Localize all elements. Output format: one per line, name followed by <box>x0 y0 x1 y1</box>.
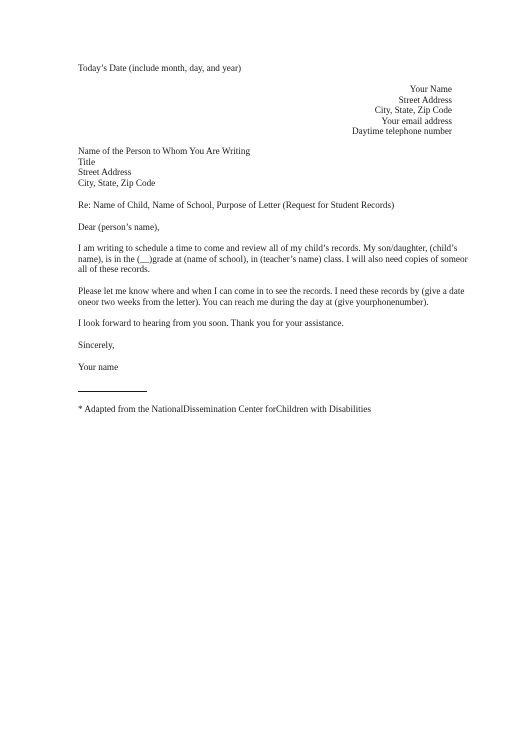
footnote-divider <box>78 391 147 392</box>
paragraph-1-line: name), is in the (__)grade at (name of school), in (teacher’s name) class. I will also need copies of someor <box>78 253 468 264</box>
sender-email: Your email address <box>381 115 452 126</box>
paragraph-2 <box>78 286 465 307</box>
recipient-city: City, State, Zip Code <box>78 177 156 188</box>
paragraph-1-line: I am writing to schedule a time to come and review all of my child’s records. My son/daughter, (child’s <box>78 243 458 253</box>
sender-city: City, State, Zip Code <box>374 105 452 116</box>
subject-line: Re: Name of Child, Name of School, Purpose of Letter (Request for Student Records) <box>78 200 395 210</box>
sender-phone: Daytime telephone number <box>351 126 452 137</box>
paragraph-2-line: Please let me know where and when I can come in to see the records. I need these records by (give a date <box>78 286 465 296</box>
sender-street: Street Address <box>398 94 452 105</box>
sender-address-block <box>352 84 452 137</box>
salutation: Dear (person’s name), <box>78 222 160 232</box>
paragraph-1-line: all of these records. <box>78 264 150 275</box>
paragraph-2-line: oneor two weeks from the letter). You can reach me during the day at (give yourphonenumber). <box>78 296 429 307</box>
footnote: * Adapted from the NationalDissemination Center forChildren with Disabilities <box>78 404 371 414</box>
paragraph-1 <box>78 243 468 275</box>
signature: Your name <box>78 362 119 372</box>
closing: Sincerely, <box>78 340 115 350</box>
recipient-title: Title <box>78 156 96 167</box>
date-line: Today’s Date (include month, day, and year) <box>78 63 242 73</box>
sender-name: Your Name <box>409 84 452 94</box>
paragraph-3: I look forward to hearing from you soon. Thank you for your assistance. <box>78 318 344 328</box>
recipient-address-block <box>78 146 250 188</box>
recipient-street: Street Address <box>78 167 132 178</box>
recipient-name: Name of the Person to Whom You Are Writing <box>78 146 251 156</box>
